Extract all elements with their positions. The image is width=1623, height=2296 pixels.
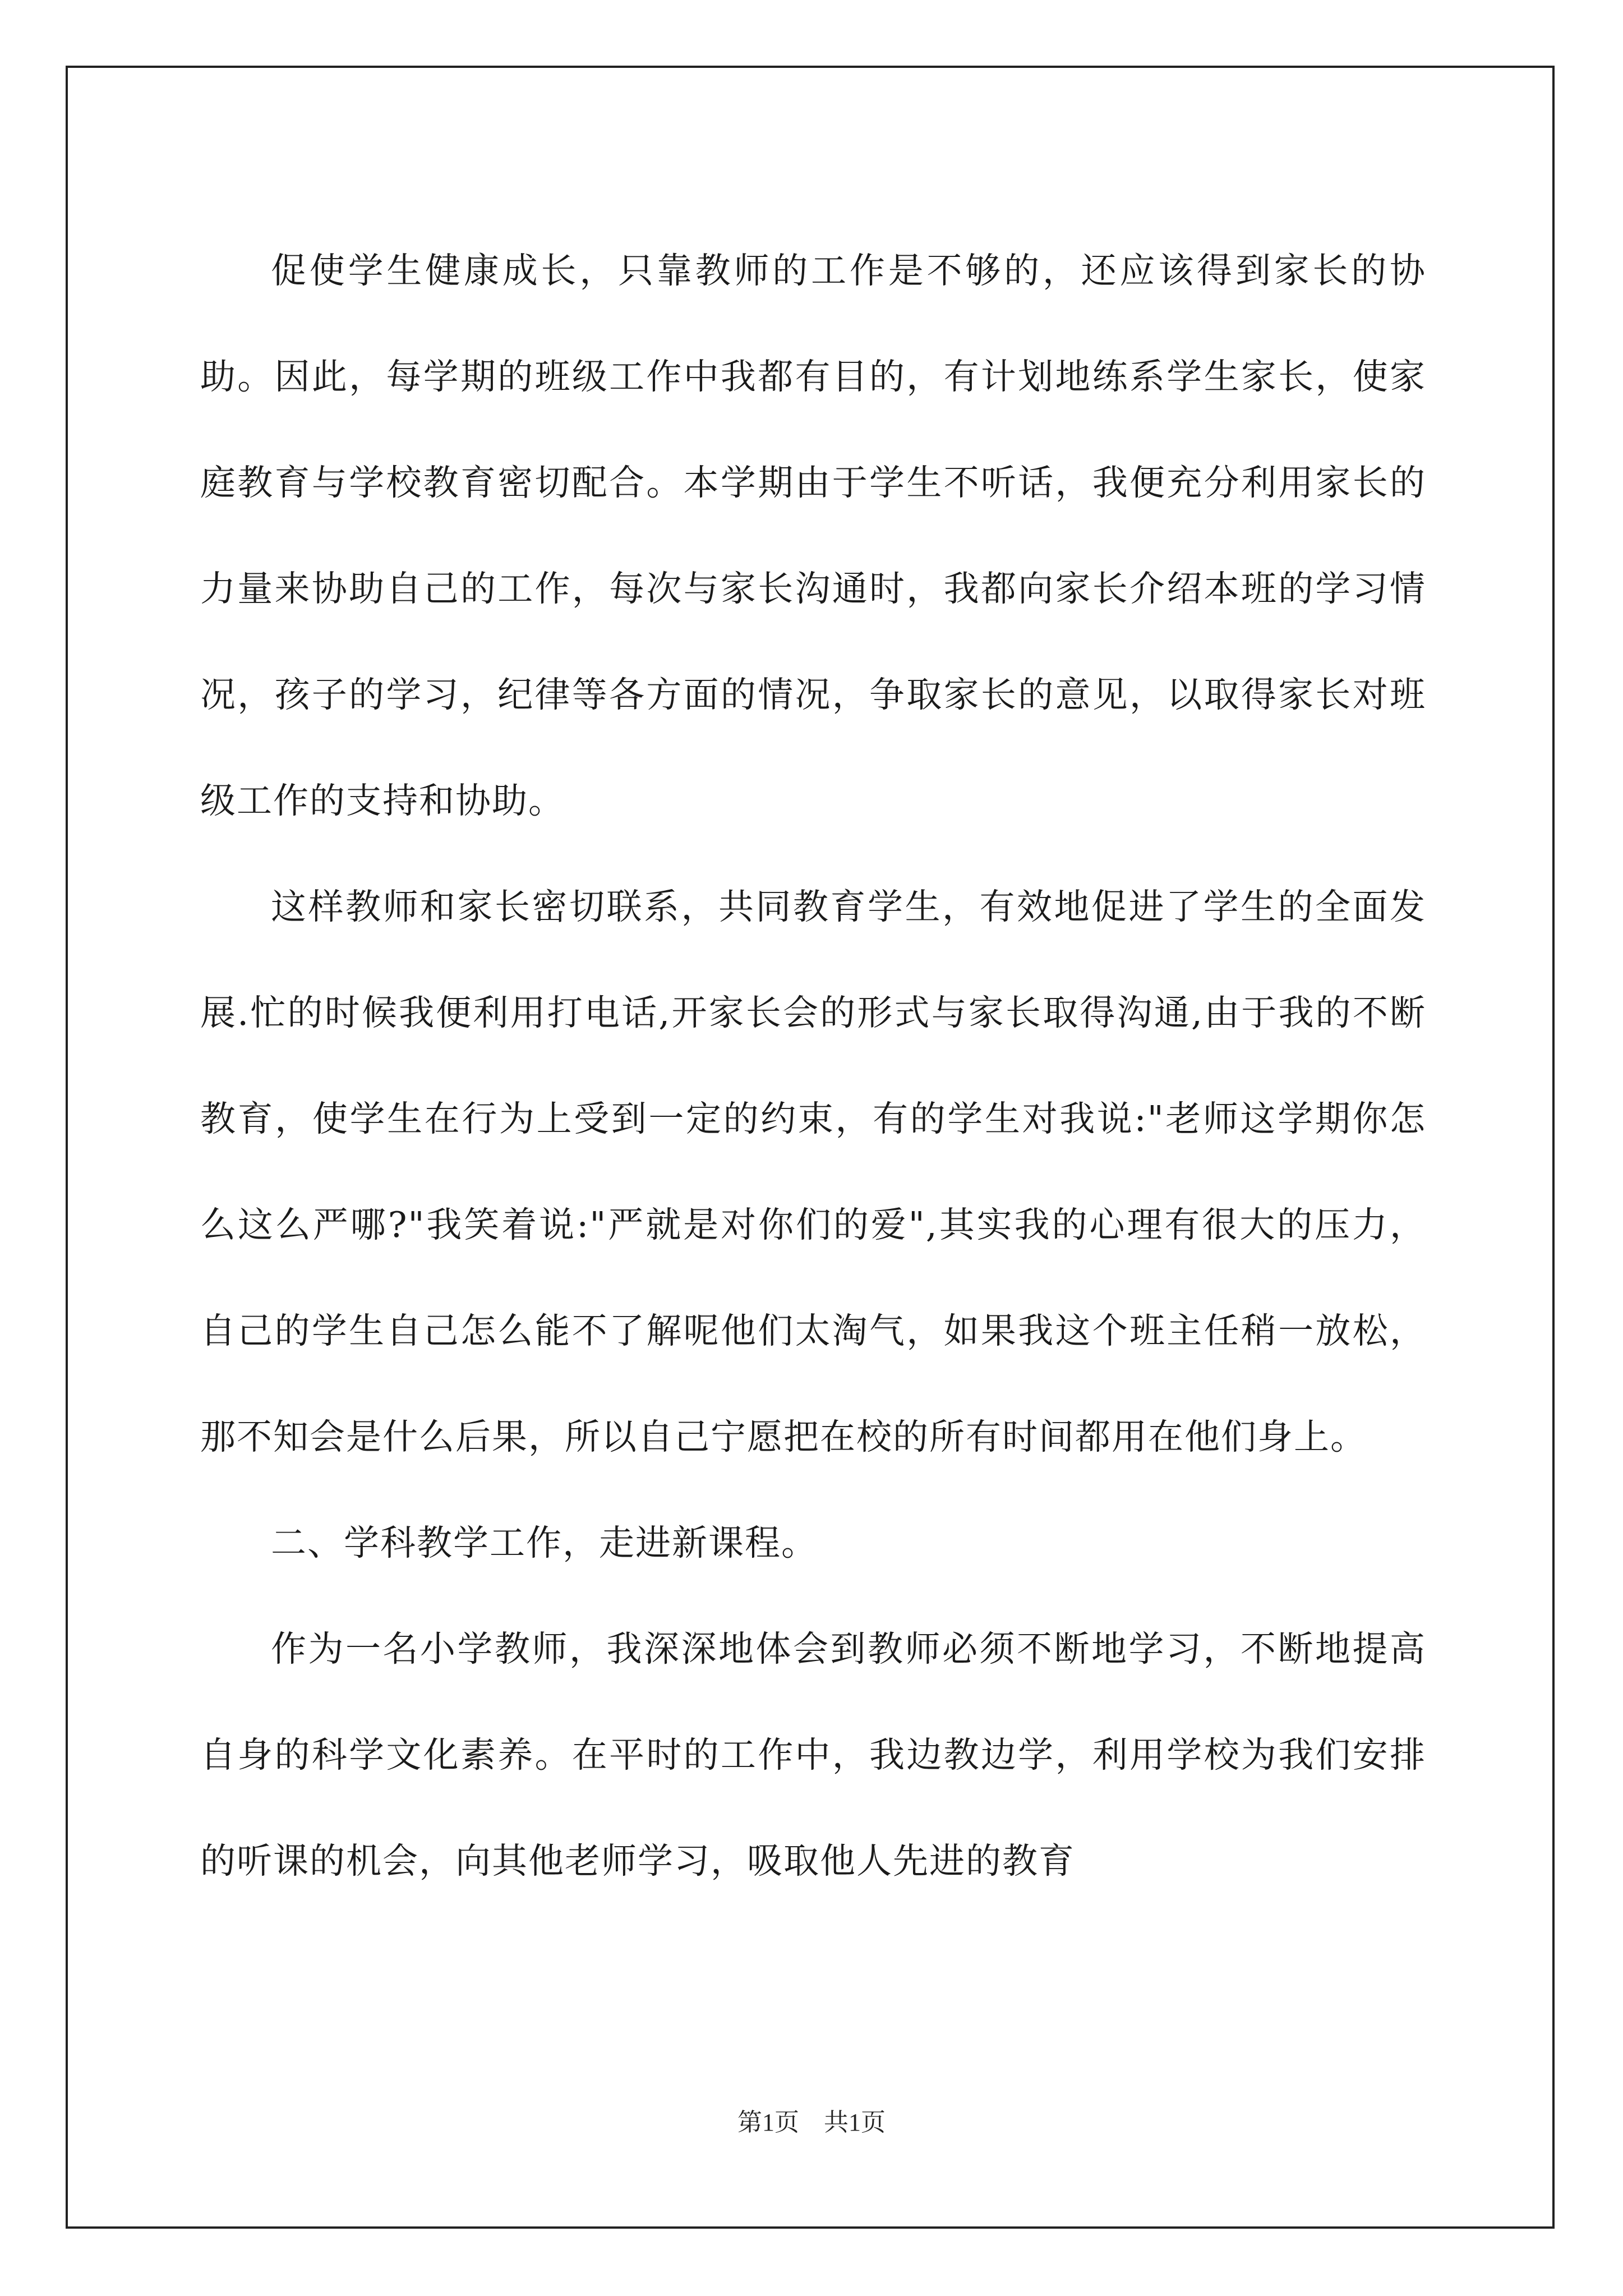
page-footer: 第1页 共1页	[737, 2109, 886, 2136]
paragraph: 作为一名小学教师，我深深地体会到教师必须不断地学习，不断地提高自身的科学文化素养。在平时的工作中，我边教边学，利用学校为我们安排的听课的机会，向其他老师学习，吸取他人先进的教育	[200, 1628, 1426, 1881]
paragraph: 促使学生健康成长，只靠教师的工作是不够的，还应该得到家长的协助。因此，每学期的班级工作中我都有目的，有计划地练系学生家长，使家庭教育与学校教育密切配合。本学期由于学生不听话，我便充分利用家长的力量来协助自己的工作，每次与家长沟通时，我都向家长介绍本班的学习情况，孩子的学习，纪律等各方面的情况，争取家长的意见，以取得家长对班级工作的支持和协助。	[200, 250, 1426, 821]
paragraph: 这样教师和家长密切联系，共同教育学生，有效地促进了学生的全面发展.忙的时候我便利用打电话,开家长会的形式与家长取得沟通,由于我的不断教育，使学生在行为上受到一定的约束，有的学生对我说:"老师这学期你怎么这么严哪?"我笑着说:"严就是对你们的爱",其实我的心理有很大的压力，自己的学生自己怎么能不了解呢他们太淘气，如果我这个班主任稍一放松，那不知会是什么后果，所以自己宁愿把在校的所有时间都用在他们身上。	[200, 886, 1426, 1457]
document-body	[200, 218, 1426, 1914]
section-heading: 二、学科教学工作，走进新课程。	[271, 1522, 818, 1563]
